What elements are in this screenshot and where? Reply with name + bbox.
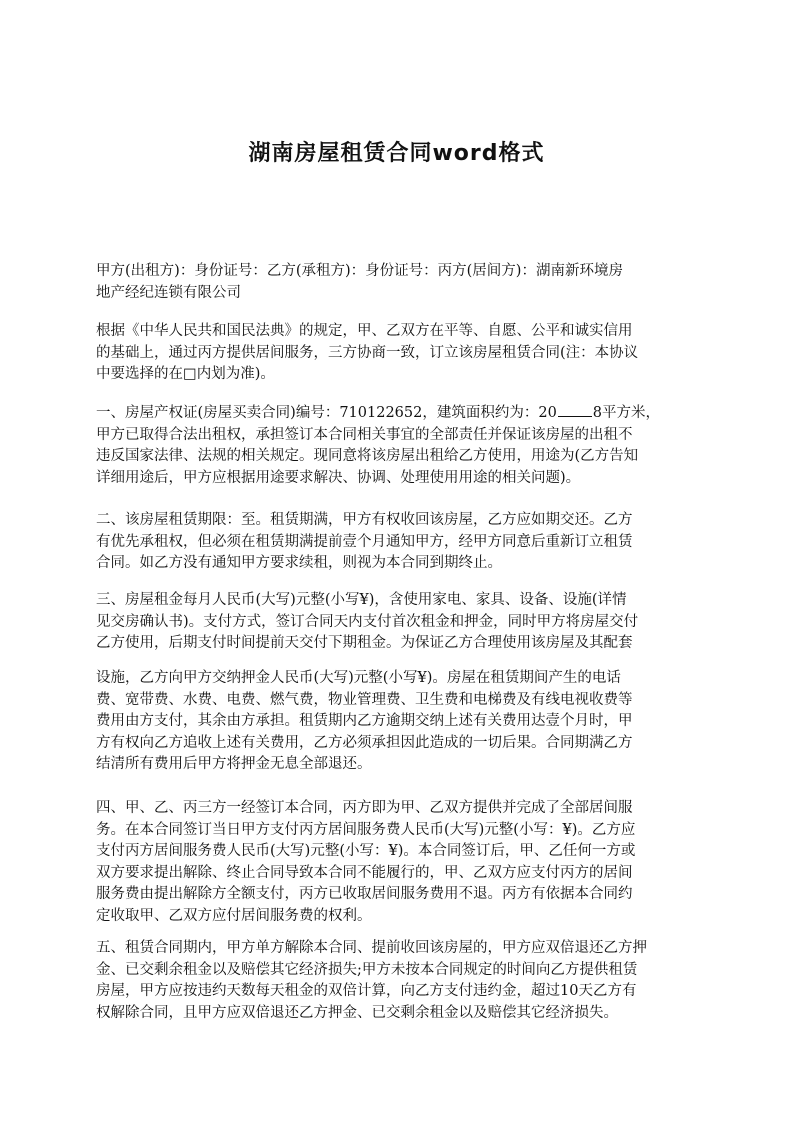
text-line: 权解除合同，且甲方应双倍退还乙方押金、已交剩余租金以及赔偿其它经济损失。 (96, 1004, 618, 1021)
text-line: 五、租赁合同期内，甲方单方解除本合同、提前收回该房屋的，甲方应双倍退还乙方押 (96, 940, 647, 956)
text-segment: 一、房屋产权证(房屋买卖合同)编号：710122652，建筑面积约为：20 (96, 405, 557, 421)
text-line: 金、已交剩余租金以及赔偿其它经济损失;甲方未按本合同规定的时间向乙方提供租赁 (96, 961, 638, 978)
text-line: 违反国家法律、法规的相关规定。现同意将该房屋出租给乙方使用，用途为(乙方告知 (96, 448, 639, 464)
text-line: 甲方(出租方)：身份证号：乙方(承租方)：身份证号：丙方(居间方)：湖南新环境房 (96, 263, 623, 279)
text-line: 务。在本合同签订当日甲方支付丙方居间服务费人民币(大写)元整(小写：¥)。乙方应 (96, 821, 636, 838)
text-line: 中要选择的在□内划为准)。 (96, 366, 275, 382)
text-line: 乙方使用，后期支付时间提前天交付下期租金。为保证乙方合理使用该房屋及其配套 (96, 635, 633, 651)
paragraph-clause-2 (96, 510, 702, 575)
text-segment: 8平方米， (592, 405, 661, 421)
text-line: 费、宽带费、水费、电费、燃气费，物业管理费、卫生费和电梯费及有线电视收费等 (96, 691, 633, 708)
blank-underline (558, 402, 592, 417)
text-line: 见交房确认书)。支付方式，签订合同天内支付首次租金和押金，同时甲方将房屋交付 (96, 613, 639, 630)
text-line (96, 402, 702, 425)
text-line: 二、该房屋租赁期限：至。租赁期满，甲方有权收回该房屋，乙方应如期交还。乙方 (96, 512, 633, 528)
text-line: 甲方已取得合法出租权，承担签订本合同相关事宜的全部责任并保证该房屋的出租不 (96, 426, 633, 443)
text-line: 费用由方支付，其余由方承担。租赁期内乙方逾期交纳上述有关费用达壹个月时，甲 (96, 713, 633, 729)
text-line: 有优先承租权，但必须在租赁期满提前壹个月通知甲方，经甲方同意后重新订立租赁 (96, 533, 633, 550)
paragraph-preamble (96, 321, 702, 386)
text-line: 房屋，甲方应按违约天数每天租金的双倍计算，向乙方支付违约金，超过10天乙方有 (96, 983, 637, 999)
text-line: 双方要求提出解除、终止合同导致本合同不能履行的，甲、乙双方应支付丙方的居间 (96, 864, 633, 881)
text-line: 定收取甲、乙双方应付居间服务费的权利。 (96, 907, 372, 924)
text-line: 结清所有费用后甲方将押金无息全部退还。 (96, 756, 372, 772)
text-line: 支付丙方居间服务费人民币(大写)元整(小写：¥)。本合同签订后，甲、乙任何一方或 (96, 843, 636, 859)
text-line: 详细用途后，甲方应根据用途要求解决、协调、处理使用用途的相关问题)。 (96, 469, 581, 486)
text-line: 服务费由提出解除方全额支付，丙方已收取居间服务费用不退。丙方有依据本合同约 (96, 886, 633, 902)
text-line: 的基础上，通过丙方提供居间服务，三方协商一致，订立该房屋租赁合同(注：本协议 (96, 344, 639, 361)
paragraph-clause-4 (96, 798, 702, 927)
paragraph-clause-1 (96, 402, 702, 489)
text-line: 合同。如乙方没有通知甲方要求续租，则视为本合同到期终止。 (96, 555, 502, 571)
document-title: 湖南房屋租赁合同word格式 (248, 141, 545, 166)
paragraph-clause-5 (96, 938, 702, 1024)
text-line: 四、甲、乙、丙三方一经签订本合同，丙方即为甲、乙双方提供并完成了全部居间服 (96, 800, 633, 816)
paragraph-parties (96, 261, 702, 304)
text-line: 三、房屋租金每月人民币(大写)元整(小写¥)，含使用家电、家具、设备、设施(详情 (96, 592, 627, 608)
text-line: 地产经纪连锁有限公司 (96, 284, 241, 301)
text-line: 根据《中华人民共和国民法典》的规定，甲、乙双方在平等、自愿、公平和诚实信用 (96, 323, 633, 339)
text-line: 设施，乙方向甲方交纳押金人民币(大写)元整(小写¥)。房屋在租赁期间产生的电话 (96, 670, 621, 686)
paragraph-clause-3-cont (96, 668, 702, 776)
text-line: 方有权向乙方追收上述有关费用，乙方必须承担因此造成的一切后果。合同期满乙方 (96, 734, 633, 751)
paragraph-clause-3 (96, 590, 702, 655)
